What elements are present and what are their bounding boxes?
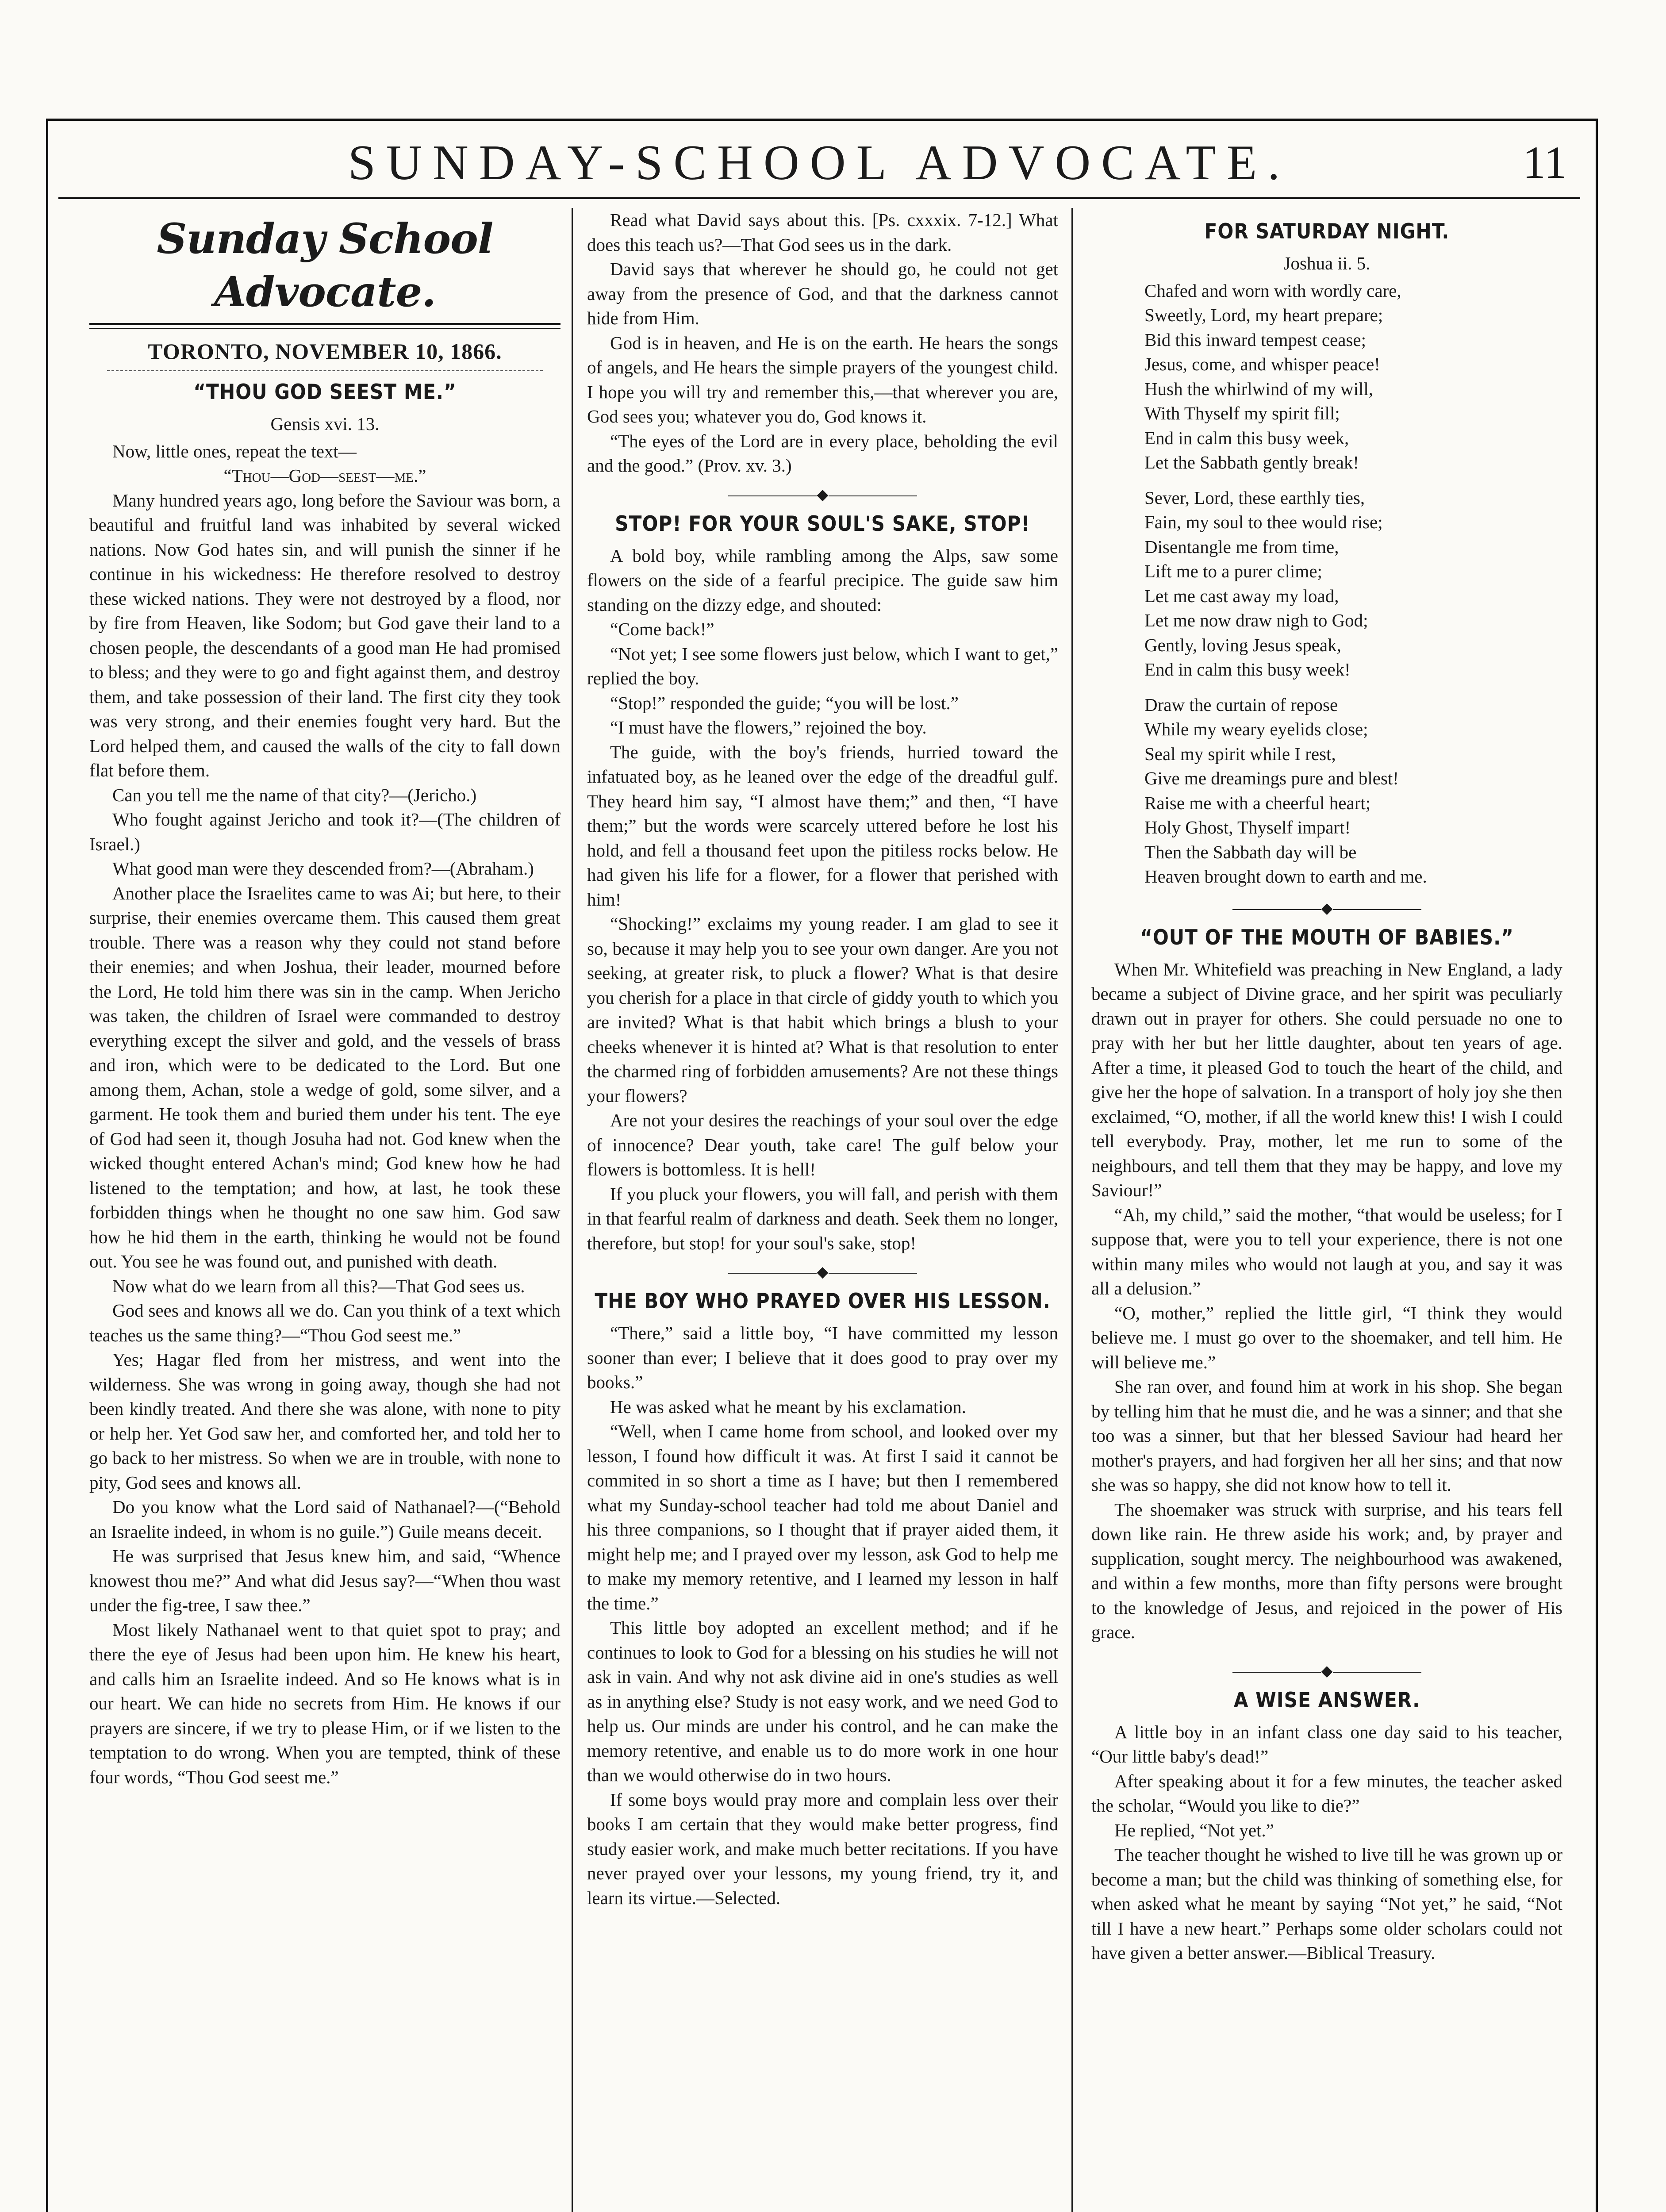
poem-line: While my weary eyelids close; [1144, 719, 1368, 739]
poem-stanza [1091, 486, 1562, 682]
paragraph: The shoemaker was struck with surprise, and his tears fell down like rain. He threw aside his work; and, by prayer and supplication, sought mercy. The neighbourhood was awakened, and within a few months, more than fifty persons were brought to the knowledge of Jesus, and rejoiced in the power of His grace. [1091, 1499, 1562, 1642]
section-separator: ◆ [1091, 900, 1562, 918]
paragraph: “Ah, my child,” said the mother, “that would be useless; for I suppose that, were you to tell your experience, there is not one within many miles who would not laugh at you, and say it was all a delusion.” [1091, 1204, 1562, 1298]
section-separator: ◆ [587, 486, 1058, 504]
paragraph: Yes; Hagar fled from her mistress, and went into the wilderness. She was wrong in going away, though she had not been kindly treated. And there she was alone, with none to pity or help her. Yet God saw her, and comforted her, and told her to go back to her mistress. So when we are in trouble, with none to pity, God sees and knows all. [89, 1349, 560, 1493]
paragraph: Are not your desires the reachings of your soul over the edge of innocence? Dear youth, take care! The gulf below your flowers is bottomless. It is hell! [587, 1110, 1058, 1179]
poem-line: Lift me to a purer clime; [1144, 561, 1322, 581]
poem-line: Chafed and worn with wordly care, [1144, 280, 1401, 301]
paragraph: Do you know what the Lord said of Nathanael?—(“Behold an Israelite indeed, in whom is no guile.”) Guile means deceit. [89, 1497, 560, 1542]
page-number: 11 [1522, 137, 1567, 188]
section-separator: ◆ [587, 1263, 1058, 1281]
paragraph: He replied, “Not yet.” [1114, 1820, 1274, 1840]
article-title: A WISE ANSWER. [1233, 1688, 1420, 1713]
paragraph: Most likely Nathanael went to that quiet spot to pray; and there the eye of Jesus had been upon him. He knew his heart, and calls him an Israelite indeed. And so He knows what is in our heart. We can hide no secrets from Him. He knows if our prayers are sincere, if we try to please Him, or if we listen to the temptation to do wrong. When you are tempted, think of these four words, “Thou God seest me.” [89, 1619, 560, 1787]
paragraph: “I must have the flowers,” rejoined the boy. [610, 717, 927, 737]
column-divider [1071, 208, 1073, 2212]
paragraph: After speaking about it for a few minutes, the teacher asked the scholar, “Would you like to die?” [1091, 1770, 1562, 1816]
paragraph: This little boy adopted an excellent method; and if he continues to look to God for a blessing on his studies he will not ask in vain. And why not ask divine aid in one's studies as well as in anything else? Study is not easy work, and we need God to help us. Our minds are under his control, and he can make the memory retentive, and enable us to do more work in one hour than we would otherwise do in two hours. [587, 1617, 1058, 1785]
poem-line: Draw the curtain of repose [1144, 694, 1338, 715]
poem-line: Fain, my soul to thee would rise; [1144, 512, 1383, 532]
masthead: Sunday School Advocate. [157, 215, 493, 316]
paragraph: God is in heaven, and He is on the earth. He hears the songs of angels, and He hears the simple prayers of the youngest child. I hope you will try and remember this,—that wherever you are, God sees you; whatever you do, God knows it. [587, 332, 1058, 426]
paragraph: The guide, with the boy's friends, hurried toward the infatuated boy, as he leaned over the edge of the dreadful gulf. They heard him say, “I almost have them;” and then, “I have them;” but the words were scarcely uttered before he lost his hold, and fell a thousand feet upon the pitiless rocks below. He had given his life for a flower, for a flower that perished with him! [587, 741, 1058, 910]
article-title: THE BOY WHO PRAYED OVER HIS LESSON. [595, 1289, 1051, 1313]
paragraph: “The eyes of the Lord are in every place, beholding the evil and the good.” (Prov. xv. 3.) [587, 430, 1058, 476]
poem-line: Let me now draw nigh to God; [1144, 610, 1368, 630]
article-title: STOP! FOR YOUR SOUL'S SAKE, STOP! [615, 511, 1030, 536]
paragraph: Now, little ones, repeat the text— [112, 441, 357, 461]
poem-line: End in calm this busy week! [1144, 659, 1351, 680]
poem-line: Raise me with a cheerful heart; [1144, 792, 1371, 813]
column-2 [587, 208, 1058, 2212]
paragraph: “Shocking!” exclaims my young reader. I am glad to see it so, because it may help you to see your own danger. Are you not seeking, at greater risk, to pluck a flower? What is that desire you cherish for a place in that circle of giddy youth to which you are invited? What is that habit which brings a blush to your cheeks whenever it is hinted at? What is that resolution to enter the charmed ring of forbidden amusements? Are not these things your flowers? [587, 914, 1058, 1106]
scripture-reference: Joshua ii. 5. [1283, 253, 1370, 273]
paragraph: She ran over, and found him at work in his shop. She began by telling him that he must die, and he was a sinner; and that she too was a sinner, but that her blessed Saviour had heard her mother's prayers, and had forgiven her all her sins; and that now she was so happy, she did not know how to tell it. [1091, 1376, 1562, 1495]
article-title: FOR SATURDAY NIGHT. [1204, 219, 1450, 244]
paragraph: “Not yet; I see some flowers just below, which I want to get,” replied the boy. [587, 643, 1058, 688]
paragraph: “Stop!” responded the guide; “you will be lost.” [610, 692, 959, 713]
running-title: SUNDAY-SCHOOL ADVOCATE. [348, 135, 1291, 190]
section-separator: ◆ [1091, 1663, 1562, 1680]
paragraph: “There,” said a little boy, “I have committed my lesson sooner than ever; I believe that it does good to pray over my books.” [587, 1323, 1058, 1392]
paragraph: David says that wherever he should go, he could not get away from the presence of God, and that the darkness cannot hide from Him. [587, 259, 1058, 328]
paragraph: If some boys would pray more and complain less over their books I am certain that they would make better progress, find study easier work, and make much better recitations. If you have never prayed over your lessons, my young friend, try it, and learn its virtue.—Selected. [587, 1789, 1058, 1908]
poem-line: Let the Sabbath gently break! [1144, 452, 1359, 472]
poem-line: With Thyself my spirit fill; [1144, 403, 1340, 423]
paragraph: The teacher thought he wished to live till he was grown up or become a man; but the child was thinking of something else, for when asked what he meant by saying “Not yet,” he said, “Not till I have a new heart.” Perhaps some older scholars could not have given a better answer.—Biblical Treasury. [1091, 1844, 1562, 1963]
poem-line: Gently, loving Jesus speak, [1144, 634, 1341, 655]
paragraph: A little boy in an infant class one day said to his teacher, “Our little baby's dead!” [1091, 1721, 1562, 1767]
paragraph: What good man were they descended from?—(Abraham.) [112, 858, 534, 879]
paragraph: Now what do we learn from all this?—That God sees us. [112, 1275, 525, 1296]
poem-stanza [1091, 279, 1562, 475]
wavy-divider [107, 370, 543, 371]
poem-line: Jesus, come, and whisper peace! [1144, 354, 1380, 374]
column-3 [1091, 208, 1562, 2212]
paragraph: “Thou—God—seest—me.” [223, 465, 426, 486]
article-title: “OUT OF THE MOUTH OF BABIES.” [1140, 925, 1514, 950]
poem-line: Give me dreamings pure and blest! [1144, 768, 1399, 788]
dateline: TORONTO, NOVEMBER 10, 1866. [148, 339, 502, 364]
poem-line: Heaven brought down to earth and me. [1144, 866, 1427, 887]
poem-line: Let me cast away my load, [1144, 585, 1339, 606]
poem-line: Sever, Lord, these earthly ties, [1144, 487, 1365, 508]
poem-stanza [1091, 693, 1562, 889]
column-divider [572, 208, 573, 2212]
column-1 [89, 208, 560, 2212]
poem-line: Bid this inward tempest cease; [1144, 329, 1366, 350]
article-title: “THOU GOD SEEST ME.” [193, 380, 457, 404]
paragraph: Read what David says about this. [Ps. cxxxix. 7-12.] What does this teach us?—That God sees us in the dark. [587, 210, 1058, 255]
poem-line: Holy Ghost, Thyself impart! [1144, 817, 1351, 837]
poem-line: Seal my spirit while I rest, [1144, 743, 1336, 764]
paragraph: Many hundred years ago, long before the Saviour was born, a beautiful and fruitful land was inhabited by several wicked nations. Now God hates sin, and will punish the sinner if he continue in his wickedness: He therefore resolved to destroy these wicked nations. They were not destroyed by a flood, nor by fire from Heaven, like Sodom; but God gave their land to a chosen people, the descendants of a good man He had promised to bless; and they were to go and fight against them, and destroy them, and take possession of their land. The first city they took was very strong, and their enemies fought very hard. But the Lord helped them, and caused the walls of the city to fall down flat before them. [89, 490, 560, 780]
page-header [58, 128, 1580, 199]
poem-line: Then the Sabbath day will be [1144, 841, 1357, 862]
paragraph: Who fought against Jericho and took it?—(The children of Israel.) [89, 809, 560, 854]
paragraph: “Come back!” [610, 619, 714, 639]
masthead-rule [89, 323, 560, 329]
paragraph: “O, mother,” replied the little girl, “I think they would believe me. I must go over to the shoemaker, and tell him. He will believe me.” [1091, 1302, 1562, 1372]
paragraph: If you pluck your flowers, you will fall, and perish with them in that fearful realm of darkness and death. Seek them no longer, therefore, but stop! for your soul's sake, stop! [587, 1183, 1058, 1253]
paragraph: A bold boy, while rambling among the Alps, saw some flowers on the side of a fearful precipice. The guide saw him standing on the dizzy edge, and shouted: [587, 545, 1058, 615]
paragraph: When Mr. Whitefield was preaching in New England, a lady became a subject of Divine grace, and her spirit was peculiarly drawn out in prayer for others. She could persuade no one to pray with her but her little daughter, about ten years of age. After a time, it pleased God to touch the heart of the child, and give her the hope of salvation. In a transport of holy joy she then exclaimed, “O, mother, if all the world knew this! I wish I could tell everybody. Pray, mother, let me run to some of the neighbours, and tell them that they may be happy, and love my Saviour!” [1091, 959, 1562, 1200]
article-columns [58, 208, 1580, 2212]
poem-line: Hush the whirlwind of my will, [1144, 378, 1374, 399]
poem-line: End in calm this busy week, [1144, 427, 1349, 448]
paragraph: Another place the Israelites came to was Ai; but here, to their surprise, their enemies overcame them. This caused them great trouble. There was a reason why they could not stand before their enemies; and when Joshua, their leader, mourned before the Lord, He told him there was sin in the camp. When Jericho was taken, the children of Israel were commanded to destroy everything except the silver and gold, and the vessels of brass and iron, which were to be dedicated to the Lord. But one among them, Achan, stole a wedge of gold, some silver, and a garment. He took them and buried them under his tent. The eye of God had seen it, though Josuha had not. God knew when the wicked thought entered Achan's mind; God knew how he had listened to the temptation; and how, at last, he took these forbidden things when he thought no one saw him. God saw how he hid them in the earth, thinking he would not be found out. You see he was found out, and punished with death. [89, 883, 560, 1271]
paragraph: He was asked what he meant by his exclamation. [610, 1396, 966, 1417]
paragraph: He was surprised that Jesus knew him, and said, “Whence knowest thou me?” And what did Jesus say?—“When thou wast under the fig-tree, I saw thee.” [89, 1546, 560, 1615]
poem-line: Disentangle me from time, [1144, 536, 1339, 557]
paragraph: God sees and knows all we do. Can you think of a text which teaches us the same thing?—“Thou God seest me.” [89, 1300, 560, 1345]
poem-line: Sweetly, Lord, my heart prepare; [1144, 305, 1383, 325]
scripture-reference: Gensis xvi. 13. [270, 414, 380, 434]
paragraph: “Well, when I came home from school, and looked over my lesson, I found how difficult it was. At first I said it cannot be commited in so short a time as I have; but then I remembered what my Sunday-school teacher had told me about Daniel and his three companions, so I thought that if prayer aided them, it might help me; and I prayed over my lesson, ask God to help me to make my memory retentive, and I learned my lesson in half the time.” [587, 1421, 1058, 1613]
paragraph: Can you tell me the name of that city?—(Jericho.) [112, 784, 477, 805]
